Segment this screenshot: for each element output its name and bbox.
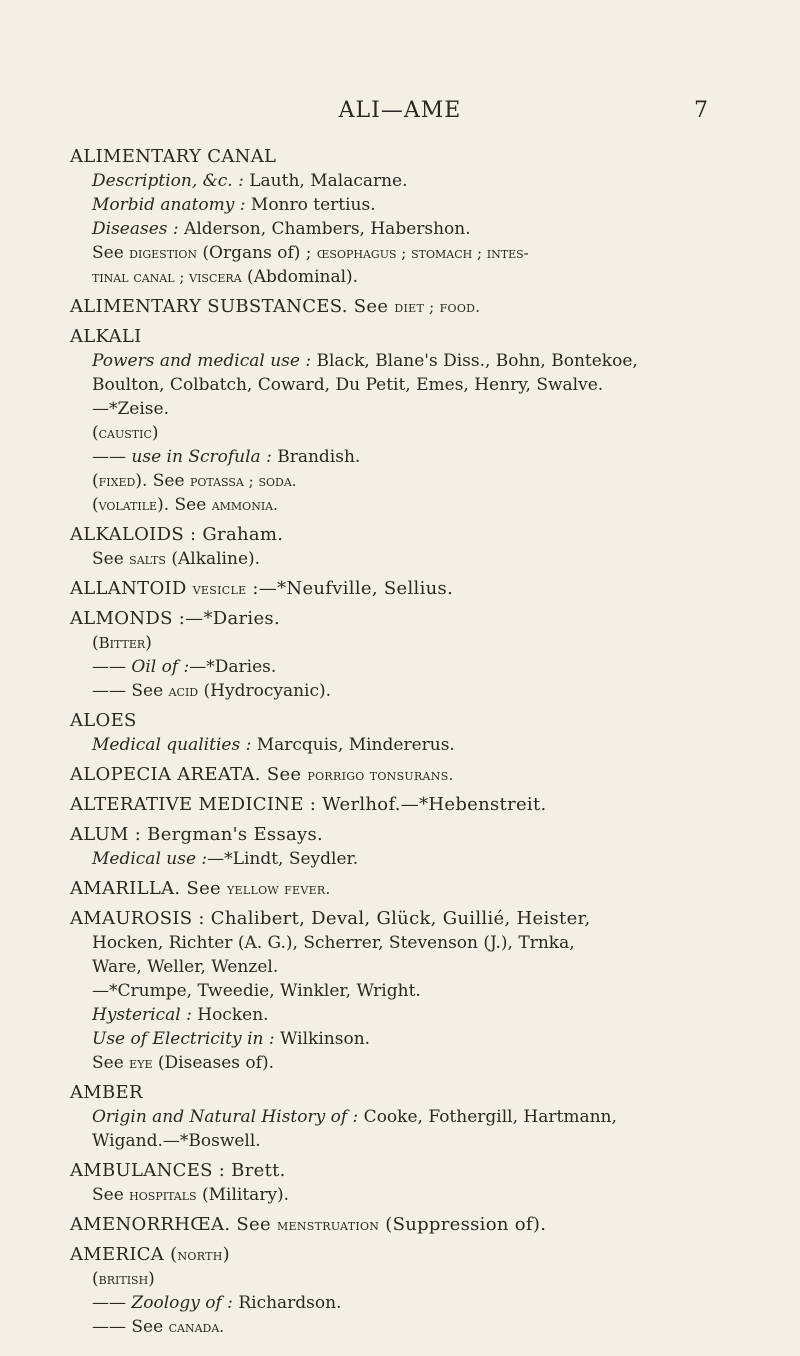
entry-subline <box>70 1315 750 1339</box>
text-run: ALIMENTARY CANAL <box>70 146 277 167</box>
text-run: Morbid anatomy : <box>92 195 246 215</box>
text-run: potassa ; soda. <box>189 472 297 490</box>
text-run: ( <box>92 1269 99 1289</box>
text-run: —— <box>92 447 132 467</box>
text-run: Ware, Weller, Wenzel. <box>92 957 279 977</box>
text-run: Monro tertius. <box>245 195 376 215</box>
entry-subline <box>70 421 750 445</box>
text-run: Hysterical : <box>92 1005 192 1025</box>
index-entry <box>70 1081 750 1159</box>
text-run: Brandish. <box>271 447 361 467</box>
text-run: —*Daries. <box>189 657 277 677</box>
entry-subline <box>70 1003 750 1027</box>
text-run: AMARILLA. See <box>70 878 227 899</box>
entry-subline <box>70 373 750 397</box>
text-run: acid <box>168 682 199 700</box>
text-run: ). See <box>157 495 212 515</box>
entry-subline <box>70 217 750 241</box>
text-run: eye <box>129 1054 153 1072</box>
text-run: Diseases : <box>92 219 179 239</box>
text-run: See <box>92 1185 130 1205</box>
entry-subline <box>70 193 750 217</box>
entry-subline <box>70 493 750 517</box>
entry-heading <box>70 877 750 901</box>
text-run: ALOES <box>70 710 137 731</box>
entry-heading <box>70 709 750 733</box>
text-run: Hocken, Richter (A. G.), Scherrer, Stevenson (J.), Trnka, <box>92 933 575 953</box>
text-run: —*Zeise. <box>92 399 169 419</box>
index-entry <box>70 877 750 907</box>
entry-subline <box>70 445 750 469</box>
text-run: menstruation <box>276 1216 380 1234</box>
text-run: (Abdominal). <box>241 267 359 287</box>
text-run: AMBER <box>70 1082 143 1103</box>
text-run: ALIMENTARY SUBSTANCES. See <box>70 296 395 317</box>
text-run: Medical qualities : <box>92 735 252 755</box>
text-run: volatile <box>98 496 158 514</box>
text-run: use in Scrofula : <box>131 447 272 467</box>
entry-heading <box>70 145 750 169</box>
text-run: ALKALI <box>70 326 142 347</box>
text-run: (Hydrocyanic). <box>198 681 332 701</box>
index-entry <box>70 145 750 295</box>
text-run: ( <box>92 471 99 491</box>
text-run: (Alkaline). <box>165 549 261 569</box>
text-run: fixed <box>98 472 136 490</box>
entry-heading <box>70 1213 750 1237</box>
text-run: See <box>92 549 130 569</box>
text-run: See <box>92 1053 130 1073</box>
entry-heading <box>70 577 750 601</box>
text-run: tinal canal ; viscera <box>92 268 242 286</box>
text-run: Richardson. <box>232 1293 342 1313</box>
entry-heading <box>70 1081 750 1105</box>
text-run: salts <box>129 550 166 568</box>
index-entry <box>70 709 750 763</box>
entry-subline <box>70 847 750 871</box>
index-entry <box>70 1213 750 1243</box>
text-run: (Suppression of). <box>379 1214 547 1235</box>
text-run: Medical use : <box>92 849 208 869</box>
text-run: AMAUROSIS : Chalibert, Deval, Glück, Guillié, Heister, <box>70 908 591 929</box>
text-run: ammonia. <box>211 496 278 514</box>
text-run: ) <box>151 423 159 443</box>
entry-heading <box>70 907 750 931</box>
text-run: ) <box>145 633 152 653</box>
text-run: —— See <box>92 681 169 701</box>
entry-heading <box>70 1159 750 1183</box>
entry-subline <box>70 931 750 955</box>
text-run: caustic <box>98 424 152 442</box>
text-run: ). See <box>135 471 190 491</box>
text-run: —*Lindt, Seydler. <box>207 849 359 869</box>
text-run: Origin and Natural History of : <box>92 1107 359 1127</box>
text-run: ) <box>148 1269 155 1289</box>
text-run: ( <box>92 423 99 443</box>
index-entry <box>70 577 750 607</box>
text-run: Bitter <box>98 634 146 652</box>
text-run: œsophagus ; stomach ; intes- <box>316 244 529 262</box>
index-entry <box>70 823 750 877</box>
text-run: (Diseases of). <box>152 1053 274 1073</box>
index-entry <box>70 607 750 709</box>
text-run: —*Crumpe, Tweedie, Winkler, Wright. <box>92 981 421 1001</box>
index-entry <box>70 523 750 577</box>
entry-subline <box>70 655 750 679</box>
entry-subline <box>70 241 750 265</box>
text-run: ( <box>92 495 99 515</box>
entry-heading <box>70 523 750 547</box>
text-run: north <box>177 1246 223 1264</box>
text-run: Oil of : <box>131 657 190 677</box>
text-run: —— <box>92 1293 132 1313</box>
entry-subline <box>70 349 750 373</box>
text-run: Alderson, Chambers, Habershon. <box>178 219 471 239</box>
index-entry <box>70 1243 750 1345</box>
text-run: Wilkinson. <box>274 1029 371 1049</box>
entry-heading <box>70 325 750 349</box>
index-entries <box>70 145 750 1345</box>
text-run: (Organs of) ; <box>197 243 317 263</box>
text-run: (Military). <box>196 1185 290 1205</box>
text-run: british <box>98 1270 149 1288</box>
index-entry <box>70 295 750 325</box>
text-run: AMBULANCES : Brett. <box>70 1160 286 1181</box>
entry-subline <box>70 979 750 1003</box>
text-run: :—*Neufville, Sellius. <box>246 578 454 599</box>
entry-heading <box>70 793 750 817</box>
text-run: hospitals <box>129 1186 197 1204</box>
text-run: Description, &c. : <box>92 171 244 191</box>
entry-heading <box>70 763 750 787</box>
text-run: Boulton, Colbatch, Coward, Du Petit, Emes, Henry, Swalve. <box>92 375 604 395</box>
text-run: ALLANTOID <box>70 578 193 599</box>
entry-subline <box>70 631 750 655</box>
entry-subline <box>70 469 750 493</box>
text-run: diet ; food. <box>394 298 481 316</box>
entry-subline <box>70 169 750 193</box>
text-run: porrigo tonsurans. <box>307 766 454 784</box>
text-run: Lauth, Malacarne. <box>243 171 408 191</box>
entry-subline <box>70 397 750 421</box>
entry-subline <box>70 1267 750 1291</box>
text-run: vesicle <box>192 580 247 598</box>
text-run: ALMONDS :—*Daries. <box>70 608 280 629</box>
text-run: Powers and medical use : <box>92 351 312 371</box>
entry-subline <box>70 1027 750 1051</box>
entry-subline <box>70 733 750 757</box>
text-run: ) <box>222 1244 230 1265</box>
text-run: digestion <box>129 244 198 262</box>
text-run: ALOPECIA AREATA. See <box>70 764 308 785</box>
text-run: canada. <box>168 1318 225 1336</box>
entry-subline <box>70 955 750 979</box>
index-entry <box>70 763 750 793</box>
entry-subline <box>70 1129 750 1153</box>
entry-heading <box>70 1243 750 1267</box>
text-run: Use of Electricity in : <box>92 1029 275 1049</box>
text-run: Hocken. <box>191 1005 269 1025</box>
entry-subline <box>70 547 750 571</box>
page-number: 7 <box>694 98 708 123</box>
entry-subline <box>70 1051 750 1075</box>
page-header <box>0 98 800 134</box>
text-run: Wigand.—*Boswell. <box>92 1131 261 1151</box>
text-run: ( <box>92 633 99 653</box>
text-run: Cooke, Fothergill, Hartmann, <box>358 1107 617 1127</box>
text-run: Zoology of : <box>131 1293 233 1313</box>
entry-heading <box>70 607 750 631</box>
entry-subline <box>70 1105 750 1129</box>
text-run: yellow fever. <box>227 880 331 898</box>
index-entry <box>70 793 750 823</box>
index-entry <box>70 1159 750 1213</box>
entry-subline <box>70 679 750 703</box>
text-run: Marcquis, Mindererus. <box>251 735 455 755</box>
entry-heading <box>70 823 750 847</box>
entry-heading <box>70 295 750 319</box>
index-entry <box>70 907 750 1081</box>
text-run: —— See <box>92 1317 169 1337</box>
text-run: See <box>92 243 130 263</box>
entry-subline <box>70 1183 750 1207</box>
text-run: ALKALOIDS : Graham. <box>70 524 284 545</box>
text-run: Black, Blane's Diss., Bohn, Bontekoe, <box>311 351 638 371</box>
text-run: ALTERATIVE MEDICINE : Werlhof.—*Hebenstreit. <box>70 794 547 815</box>
entry-subline <box>70 265 750 289</box>
text-run: —— <box>92 657 132 677</box>
text-run: AMERICA ( <box>70 1244 178 1265</box>
text-run: AMENORRHŒA. See <box>70 1214 277 1235</box>
entry-subline <box>70 1291 750 1315</box>
text-run: ALUM : Bergman's Essays. <box>70 824 324 845</box>
running-head: ALI—AME <box>338 98 462 123</box>
index-entry <box>70 325 750 523</box>
